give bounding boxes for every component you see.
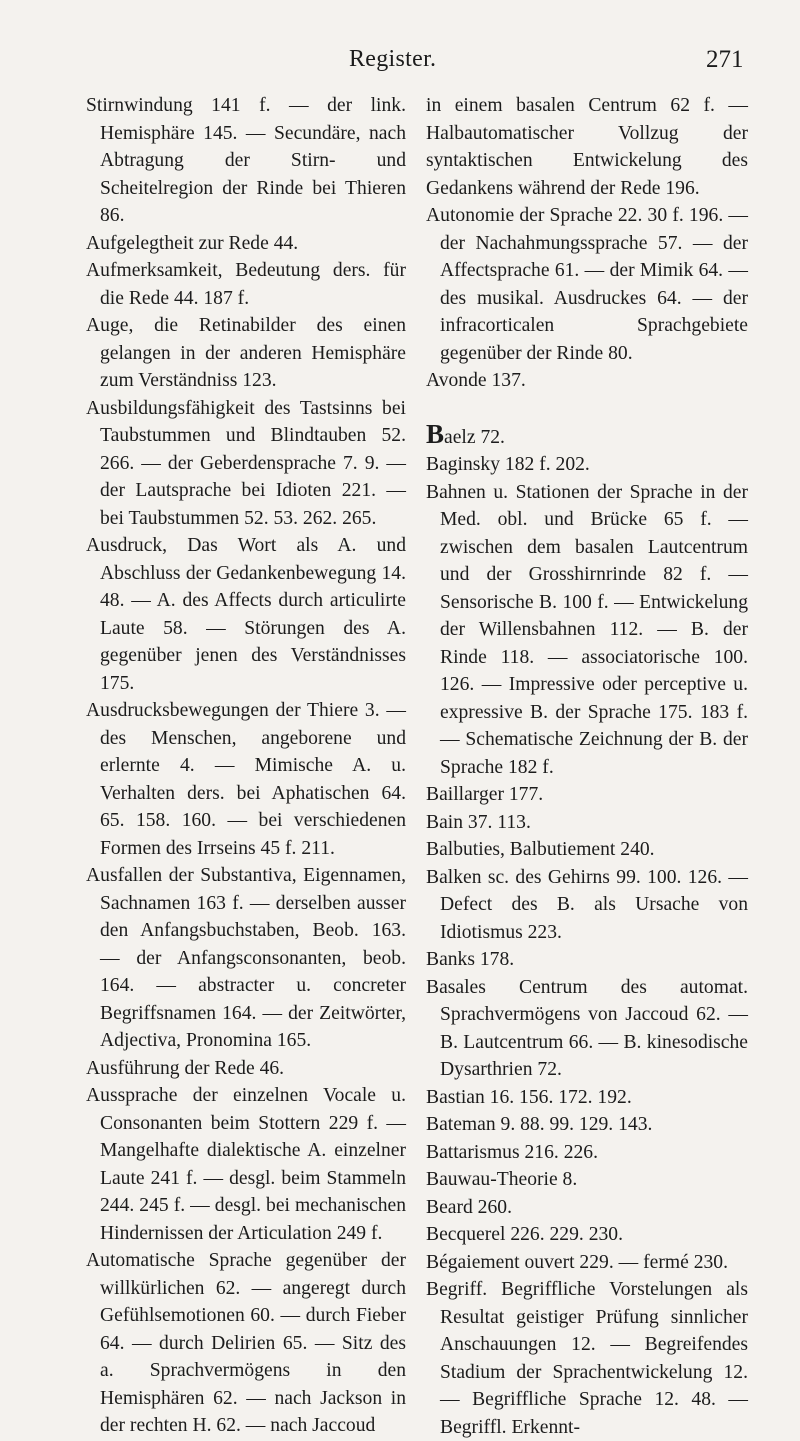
index-entry: Becquerel 226. 229. 230. (426, 1224, 623, 1245)
index-entry: Aussprache der einzelnen Vocale u. Consonanten beim Stottern 229 f. — Mangelhafte dialektische A. einzelner Laute 241 f. — desgl. beim Stammeln 244. 245 f. — desgl. bei mechanischen Hindernissen der Articulation 249 f. (86, 1085, 406, 1244)
letter-section-gap (426, 395, 748, 421)
index-entry: Banks 178. (426, 949, 515, 970)
index-entry: Baginsky 182 f. 202. (426, 454, 590, 475)
index-entry: Bahnen u. Stationen der Sprache in der Med. obl. und Brücke 65 f. — zwischen dem basalen Lautcentrum und der Grosshirnrinde 82 f. — Sensorische B. 100 f. — Entwickelung der Willensbahnen 112. — B. der Rinde 118. — associatorische 100. 126. — Impressive oder perceptive u. expressive B. der Sprache 175. 183 f. — Schematische Zeichnung der B. der Sprache 182 f. (426, 481, 748, 778)
index-entry: Ausfallen der Substantiva, Eigennamen, Sachnamen 163 f. — derselben ausser den Anfangsbuchstaben, Beob. 163. — der Anfangsconsonanten, beob. 164. — abstracter u. concreter Begriffsnamen 164. — der Zeitwörter, Adjectiva, Pronomina 165. (86, 865, 406, 1051)
right-column (426, 92, 748, 1441)
index-entry: Beard 260. (426, 1196, 512, 1218)
index-entry: Stirnwindung 141 f. — der link. Hemisphäre 145. — Secundäre, nach Abtragung der Stirn- und Scheitelregion der Rinde bei Thieren 86. (86, 95, 406, 226)
index-entry: Balken sc. des Gehirns 99. 100. 126. — Defect des B. als Ursache von Idiotismus 223. (426, 866, 748, 943)
index-entry: Bégaiement ouvert 229. — fermé 230. (426, 1251, 728, 1273)
index-entry-section-start (426, 418, 748, 452)
index-entry: Ausdruck, Das Wort als A. und Abschluss der Gedankenbewegung 14. 48. — A. des Affects durch articulirte Laute 58. — Störungen des A. gegenüber jenen des Verständnisses 175. (86, 535, 406, 694)
index-entry: Auge, die Retinabilder des einen gelangen in der anderen Hemisphäre zum Verständniss 123. (86, 315, 406, 391)
index-entry: Avonde 137. (426, 370, 526, 391)
index-entry: Bastian 16. 156. 172. 192. (426, 1086, 632, 1108)
index-entry: Ausdrucksbewegungen der Thiere 3. — des Menschen, angeborene und erlernte 4. — Mimische A. u. Verhalten ders. bei Aphatischen 64. 65. 158. 160. — bei verschiedenen Formen des Irrseins 45 f. 211. (86, 700, 406, 859)
running-title: Register. (349, 46, 437, 72)
index-entry: Bauwau-Theorie 8. (426, 1169, 578, 1190)
left-column (86, 92, 406, 1440)
index-entry: Battarismus 216. 226. (426, 1141, 598, 1163)
index-entry: Bateman 9. 88. 99. 129. 143. (426, 1114, 653, 1135)
index-entry: Aufmerksamkeit, Bedeutung ders. für die Rede 44. 187 f. (86, 260, 406, 309)
index-entry: Automatische Sprache gegenüber der willkürlichen 62. — angeregt durch Gefühlsemotionen 60. — durch Fieber 64. — durch Delirien 65. — Sitz des a. Sprachvermögens in den Hemisphären 62. — nach Jackson in der rechten H. 62. — nach Jaccoud (86, 1250, 406, 1436)
page-number: 271 (706, 46, 744, 73)
index-entry: Ausbildungsfähigkeit des Tastsinns bei Taubstummen und Blindtauben 52. 266. — der Geberdensprache 7. 9. — der Lautsprache bei Idioten 221. — bei Taubstummen 52. 53. 262. 265. (86, 397, 406, 529)
index-entry: Autonomie der Sprache 22. 30 f. 196. — der Nachahmungssprache 57. — der Affectsprache 61. — der Mimik 64. — des musikal. Ausdruckes 64. — der infracorticalen Sprachgebiete gegenüber der Rinde 80. (426, 205, 748, 364)
index-entry: Basales Centrum des automat. Sprachvermögens von Jaccoud 62. — B. Lautcentrum 66. — B. kinesodische Dysarthrien 72. (426, 976, 748, 1080)
index-entry: Baillarger 177. (426, 784, 544, 805)
page-header (0, 40, 800, 80)
section-initial-letter: B (426, 418, 445, 449)
index-entry: Balbuties, Balbutiement 240. (426, 839, 655, 860)
index-entry-rest: aelz 72. (444, 426, 505, 448)
index-entry: Ausführung der Rede 46. (86, 1057, 285, 1079)
index-entry-continued: in einem basalen Centrum 62 f. — Halbautomatischer Vollzug der syntaktischen Entwickelung des Gedankens während der Rede 196. (426, 95, 748, 199)
index-entry: Begriff. Begriffliche Vorstelungen als Resultat geistiger Prüfung sinnlicher Anschauungen 12. — Begreifendes Stadium der Sprachentwickelung 12. — Begriffliche Sprache 12. 48. — Begriffl. Erkennt- (426, 1279, 748, 1438)
index-entry: Bain 37. 113. (426, 811, 531, 833)
index-entry: Aufgelegtheit zur Rede 44. (86, 232, 299, 254)
